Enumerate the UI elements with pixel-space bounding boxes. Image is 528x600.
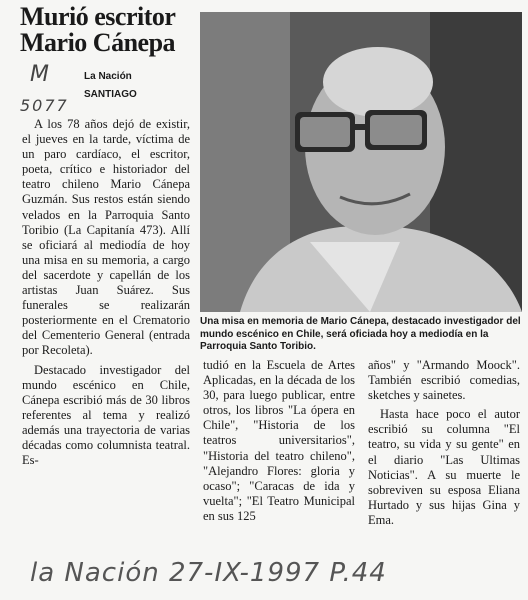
- photo-caption: Una misa en memoria de Mario Cánepa, destacado investigador del mundo escénico en Chile, será oficiada hoy a mediodía en la Parroquia Santo Toribio.: [200, 316, 521, 352]
- portrait-photo: [200, 12, 522, 312]
- source-city: SANTIAGO: [84, 89, 137, 100]
- article-paragraph: Destacado investigador del mundo escénico en Chile, Cánepa escribió más de 30 libros referentes al tema y realizó además una trayectoria de varias décadas como columnista teatral. Es-: [22, 362, 190, 468]
- portrait-illustration: [200, 12, 522, 312]
- article-paragraph: Hasta hace poco el autor escribió su columna "El teatro, su vida y su gente" en el diario "Las Ultimas Noticias". A su muerte le sobreviven su esposa Eliana Hurtado y sus hijas Gina y Ema.: [368, 407, 520, 527]
- article-paragraph: años" y "Armando Moock". También escribió comedias, sketches y sainetes.: [368, 358, 520, 403]
- article-column-2: [203, 358, 355, 524]
- article-column-3: [368, 358, 520, 528]
- handwritten-number: 5077: [20, 96, 69, 115]
- handwritten-note-top: M: [30, 62, 49, 87]
- source-credit: [84, 68, 137, 104]
- source-newspaper: La Nación: [84, 71, 132, 82]
- handwritten-source-note: la Nación 27-IX-1997 P.44: [30, 558, 387, 588]
- article-paragraph: tudió en la Escuela de Artes Aplicadas, en la década de los 30, para luego publicar, entre otros, los libros "La ópera en Chile", "Historia de los teatros universitarios", "Historia del teatro chileno", "Alejandro Flores: gloria y ocaso"; "Caracas de ida y vuelta"; "El Teatro Municipal en sus 125: [203, 358, 355, 523]
- headline: Murió escritor Mario Cánepa: [20, 2, 176, 57]
- article-column-1: [22, 117, 190, 468]
- article-paragraph: A los 78 años dejó de existir, el jueves en la tarde, víctima de un paro cardíaco, el escritor, poeta, crítico e historiador del teatro chileno Mario Cánepa Guzmán. Sus restos están siendo velados en la Parroquia Santo Toribio (La Capitanía 473). Allí se oficiará al mediodía de hoy una misa en su memoria, a cargo del sacerdote y capellán de los artistas Juan Suárez. Sus funerales se realizarán posteriormente en el Crematorio del Cementerio General (entrada por Recoleta).: [22, 117, 190, 358]
